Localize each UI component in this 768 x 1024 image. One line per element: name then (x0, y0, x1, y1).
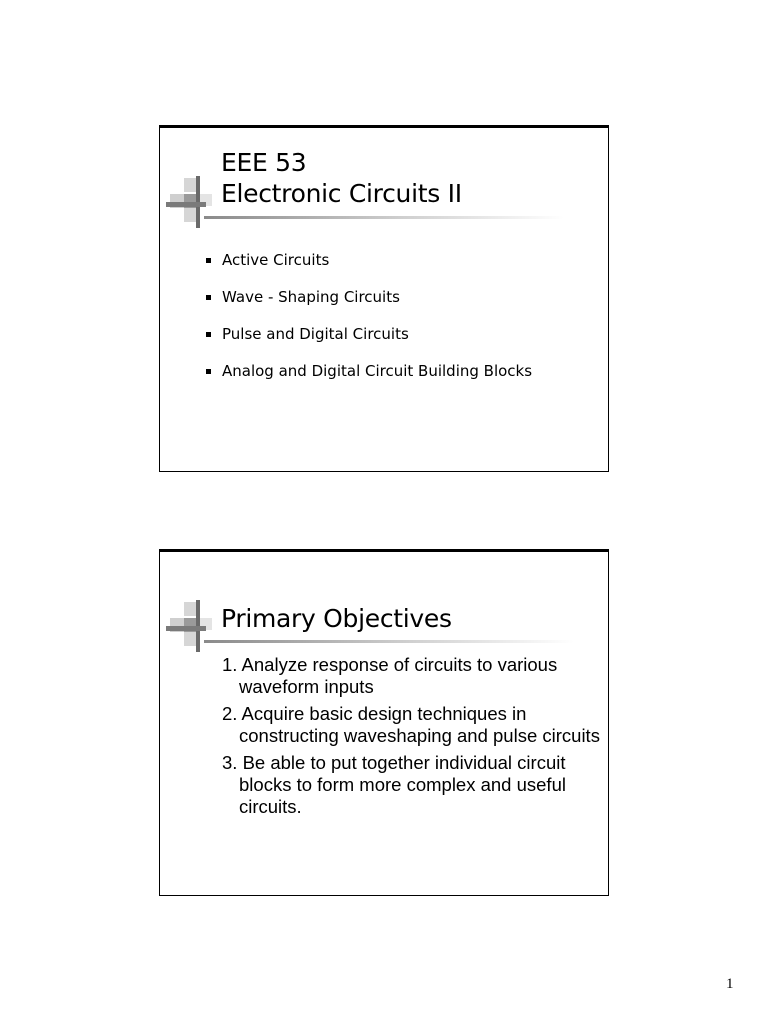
square-bullet-icon (206, 258, 211, 263)
list-item: Wave - Shaping Circuits (204, 287, 532, 324)
title-underline (204, 640, 574, 643)
title-underline (204, 216, 564, 219)
list-item: Analog and Digital Circuit Building Blocks (204, 361, 532, 398)
list-item: 2. Acquire basic design techniques in constructing waveshaping and pulse circuits (222, 703, 600, 746)
list-item: 3. Be able to put together individual circuit blocks to form more complex and useful circuits. (222, 752, 566, 817)
course-code: EEE 53 (221, 148, 307, 177)
square-bullet-icon (206, 369, 211, 374)
list-item: Active Circuits (204, 250, 532, 287)
slide-2 (159, 549, 609, 896)
list-item: Pulse and Digital Circuits (204, 324, 532, 361)
square-bullet-icon (206, 332, 211, 337)
page-number: 1 (726, 976, 734, 992)
topic-list (204, 250, 532, 398)
square-bullet-icon (206, 295, 211, 300)
list-item: 1. Analyze response of circuits to various waveform inputs (222, 654, 558, 697)
slide-title: Primary Objectives (221, 604, 452, 633)
slide-1 (159, 125, 609, 472)
slide-title (221, 147, 462, 209)
course-name: Electronic Circuits II (221, 179, 462, 208)
objectives-list (222, 654, 602, 823)
